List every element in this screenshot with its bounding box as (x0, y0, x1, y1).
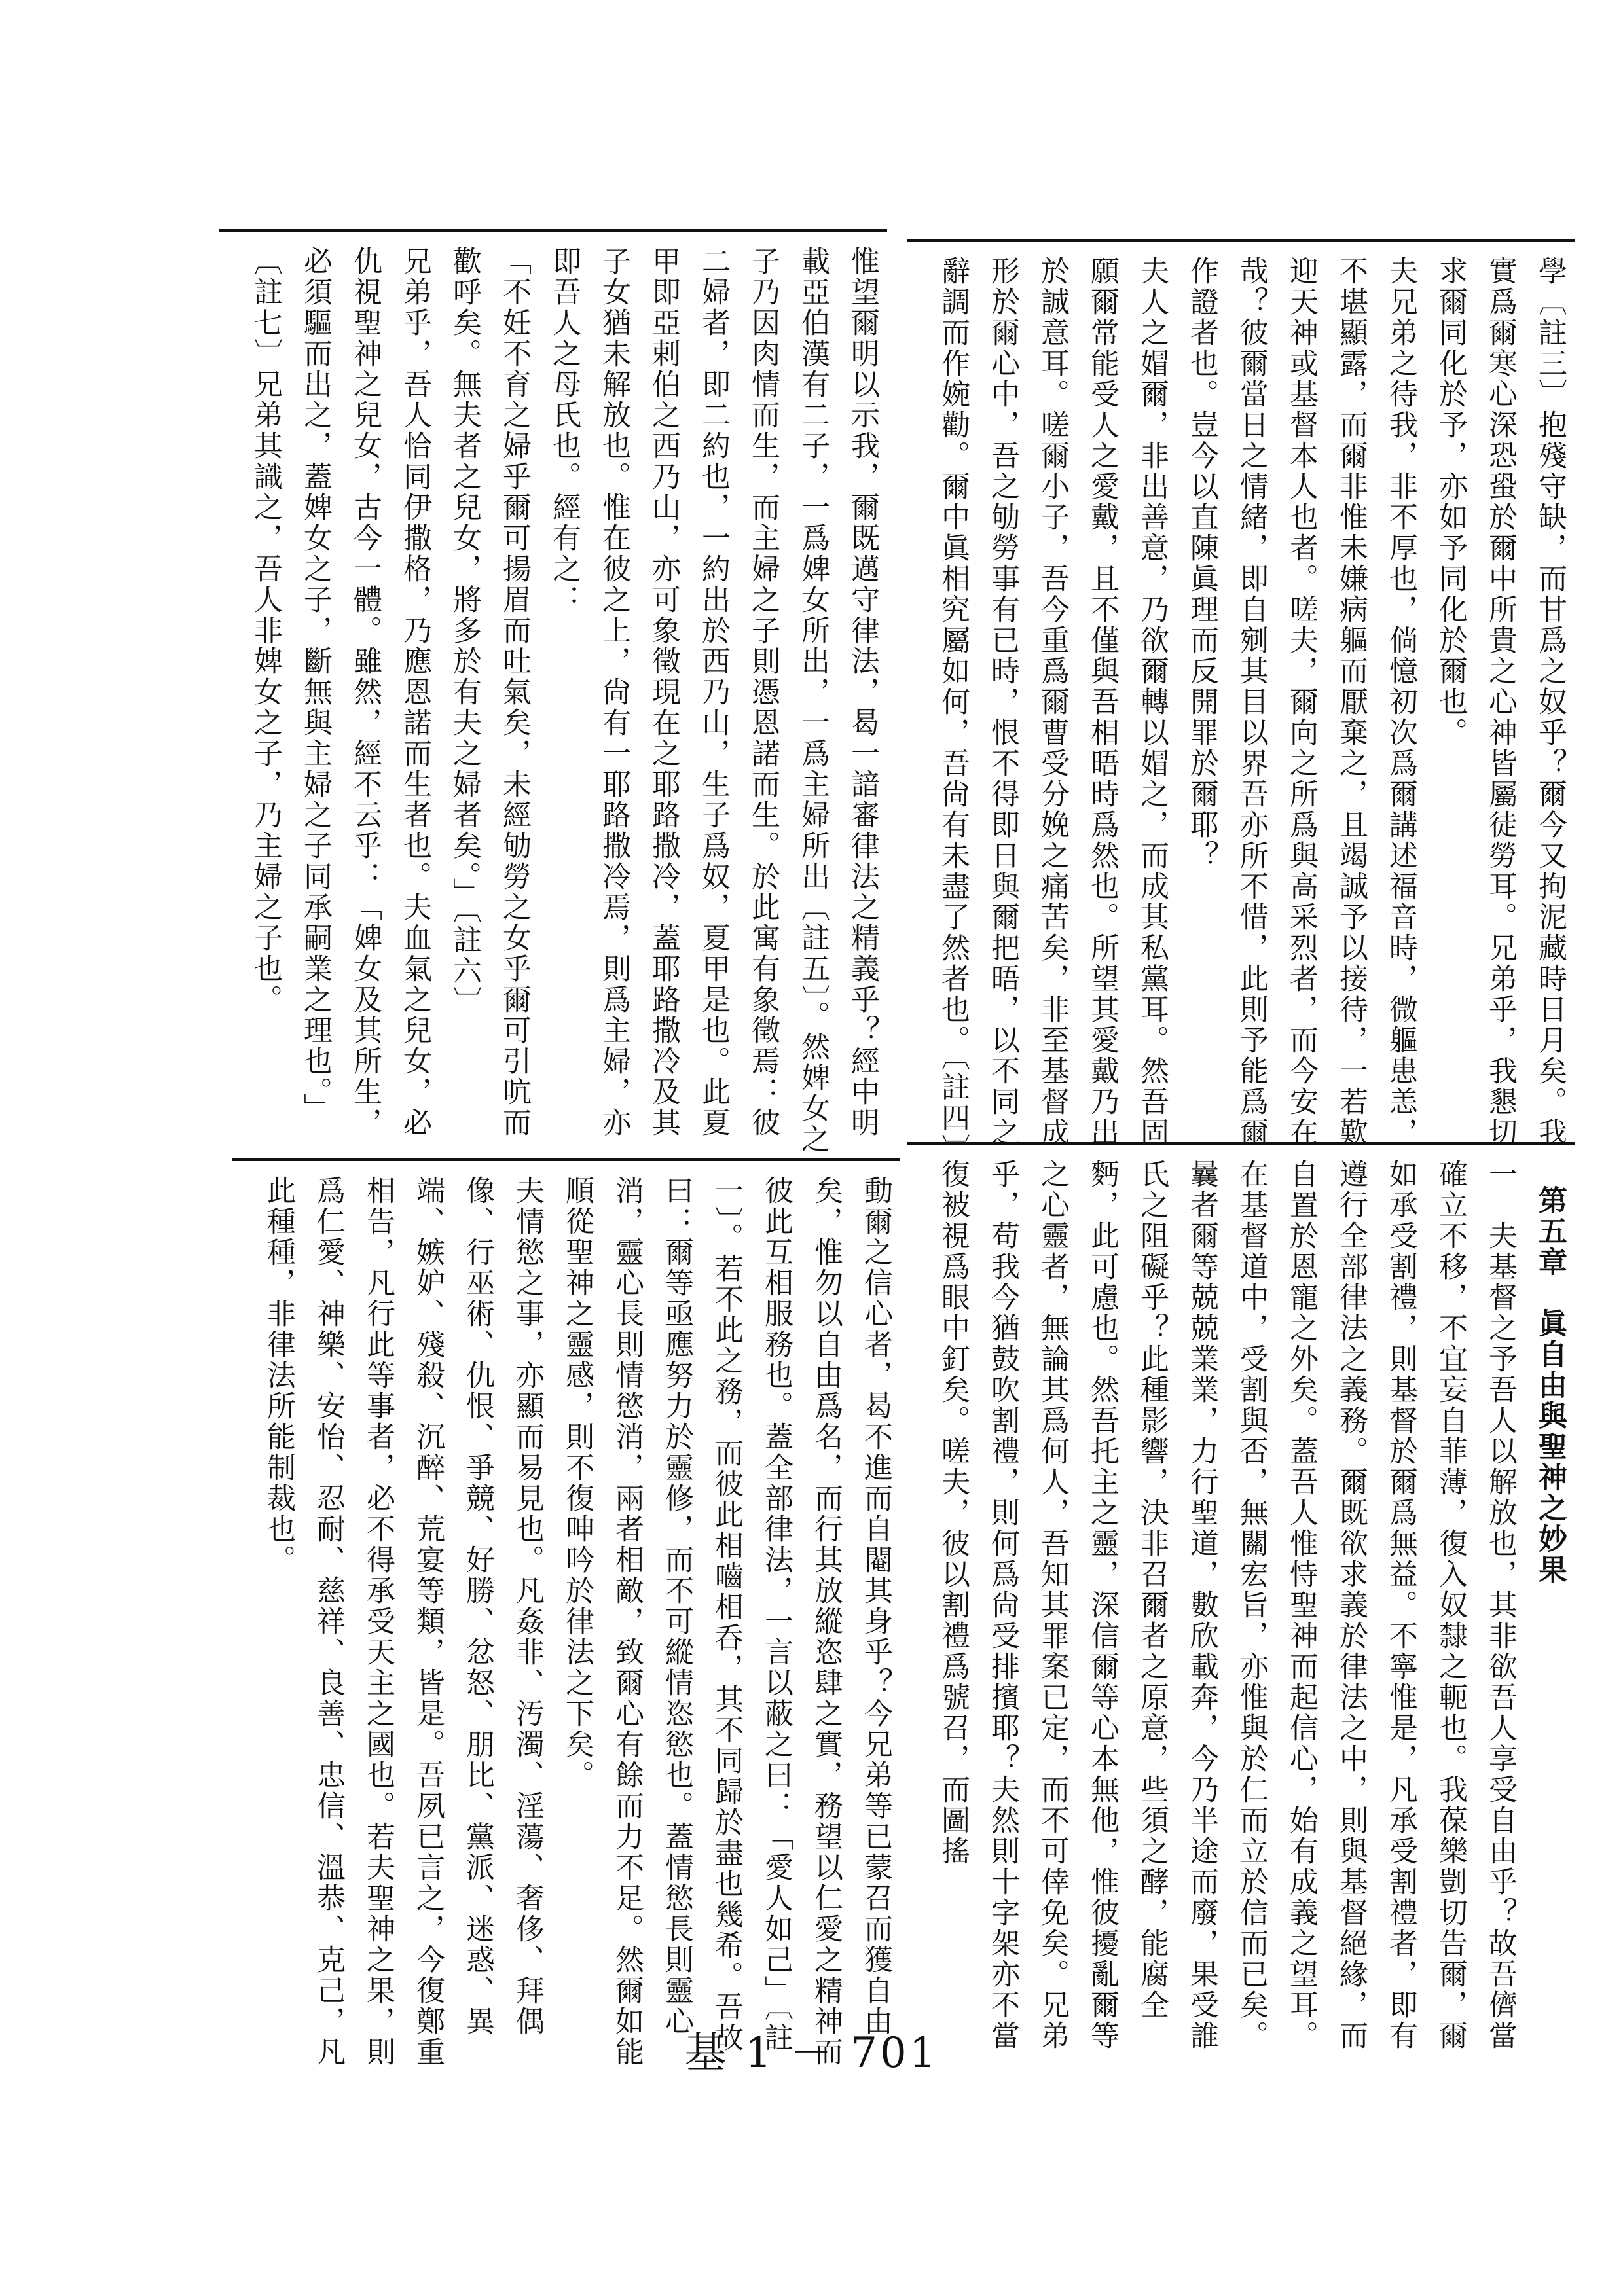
panel-rule (907, 1142, 1575, 1145)
text-panel-bottom-left (232, 1158, 900, 2088)
paragraph: 兄弟乎，吾人恰同伊撒格，乃應恩諾而生者也。夫血氣之兒女，必仇視聖神之兒女，古今一體。雖然，經不云乎：「婢女及其所生，必須驅而出之，蓋婢女之子，斷無與主婦之子同承嗣業之理也。」〔註七〕兄弟其識之，吾人非婢女之子，乃主婦之子也。 (249, 246, 431, 1138)
paragraph: 夫兄弟之待我，非不厚也，倘憶初次爲爾講述福音時，微軀患恙，不堪顯露，而爾非惟未嫌病軀而厭棄之，且竭誠予以接待，一若歎迎天神或基督本人也者。嗟夫，爾向之所爲與高采烈者，而今安在哉？彼爾當日之情緒，即自剜其目以界吾亦所不惜，此則予能爲爾作證者也。豈今以直陳眞理而反開罪於爾耶？ (1185, 256, 1417, 1148)
paragraph: 夫情慾之事，亦顯而易見也。凡姦非、汚濁、淫蕩、奢侈、拜偶像、行巫術、仇恨、爭競、好勝、忿怒、朋比、黨派、迷惑、異端、嫉妒、殘殺、沉醉、荒宴等類，皆是。吾夙已言之，今復鄭重相告，凡行此等事者，必不得承受天主之國也。若夫聖神之果，則爲仁愛、神樂、安怡、忍耐、慈祥、良善、忠信、溫恭、克己，凡此種種，非律法所能制裁也。 (262, 1175, 544, 2068)
vertical-text-column (219, 246, 887, 1158)
text-panel-top-right (907, 239, 1575, 1168)
paragraph: 動爾之信心者，曷不進而自閹其身乎？今兄弟等已蒙召而獲自由矣，惟勿以自由爲名，而行其放縱恣肆之實，務望以仁愛之精神而彼此互相服務也。蓋全部律法，一言以蔽之曰：「愛人如己」〔註一〕。若不此之務，而彼此相嚙相呑，其不同歸於盡也幾希。吾故曰：爾等亟應努力於靈修，而不可縱情恣慾也。蓋情慾長則靈心消，靈心長則情慾消，兩者相敵，致爾心有餘而力不足。然爾如能順從聖神之靈感，則不復呻吟於律法之下矣。 (560, 1175, 892, 2068)
paragraph: 學〔註三〕抱殘守缺，而甘爲之奴乎？爾今又拘泥藏時日月矣。我實爲爾寒心深恐蛩於爾中所貴之心神皆屬徒勞耳。兄弟乎，我懇切求爾同化於予，亦如予同化於爾也。 (1434, 256, 1567, 1148)
page-number: 基 1 － 701 (684, 2029, 939, 2077)
panel-rule (219, 229, 887, 232)
text-panel-top-left (219, 229, 887, 1158)
chapter-heading: 第五章 眞自由與聖神之妙果 (1533, 1185, 1567, 1585)
vertical-text-column (907, 256, 1575, 1168)
panel-rule (907, 239, 1575, 242)
paragraph: 夫人之媢爾，非出善意，乃欲爾轉以媢之，而成其私黨耳。然吾固願爾常能受人之愛戴，且不僅與吾相晤時爲然也。所望其愛戴乃出於誠意耳。嗟爾小子，吾今重爲爾曹受分娩之痛苦矣，非至基督成形於爾心中，吾之劬勞事有已時，恨不得即日與爾把晤，以不同之辭調而作婉勸。爾中眞相究屬如何，吾尙有未盡了然者也。〔註四〕 (936, 256, 1169, 1164)
paragraph: 惟望爾明以示我，爾既邁守律法，曷一諳審律法之精義乎？經中明載亞伯漢有二子，一爲婢女所出，一爲主婦所出〔註五〕。然婢女之子乃因肉情而生，而主婦之子則憑恩諾而生。於此寓有象徵焉：彼二婦者，即二約也，一約出於西乃山，生子爲奴，夏甲是也。此夏甲即亞剌伯之西乃山，亦可象徵現在之耶路撒冷，蓋耶路撒冷及其子女猶未解放也。惟在彼之上，尙有一耶路撒冷焉，則爲主婦，亦即吾人之母氏也。經有之： (547, 246, 879, 1155)
vertical-text-column (907, 1159, 1575, 2072)
text-panel-bottom-right (907, 1142, 1575, 2072)
vertical-text-column (232, 1175, 900, 2088)
paragraph: 「不妊不育之婦乎爾可揚眉而吐氣矣，未經劬勞之女乎爾可引吭而歡呼矣。無夫者之兒女，將多於有夫之婦者矣。」〔註六〕 (448, 246, 531, 1138)
panel-rule (232, 1158, 900, 1161)
paragraph: 一 夫基督之予吾人以解放也，其非欲吾人享受自由乎？故吾儕當確立不移，不宜妄自菲薄，復入奴隸之軛也。我葆樂剴切告爾，爾如承受割禮，則基督於爾爲無益。不寧惟是，凡承受割禮者，即有遵行全部律法之義務。爾既欲求義於律法之中，則與基督絕緣，而自置於恩寵之外矣。蓋吾人惟恃聖神而起信心，始有成義之望耳。在基督道中，受割與否，無關宏旨，亦惟與於仁而立於信而已矣。曩者爾等兢兢業業，力行聖道，數欣載奔，今乃半途而廢，果受誰氏之阻礙乎？此種影響，決非召爾者之原意，些須之酵，能腐全麪，此可慮也。然吾托主之靈，深信爾等心本無他，惟彼擾亂爾等之心靈者，無論其爲何人，吾知其罪案已定，而不可倖免矣。兄弟乎，苟我今猶鼓吹割禮，則何爲尙受排擯耶？夫然則十字架亦不當復被視爲眼中釘矣。嗟夫，彼以割禮爲號召，而圖搖 (936, 1159, 1517, 2051)
